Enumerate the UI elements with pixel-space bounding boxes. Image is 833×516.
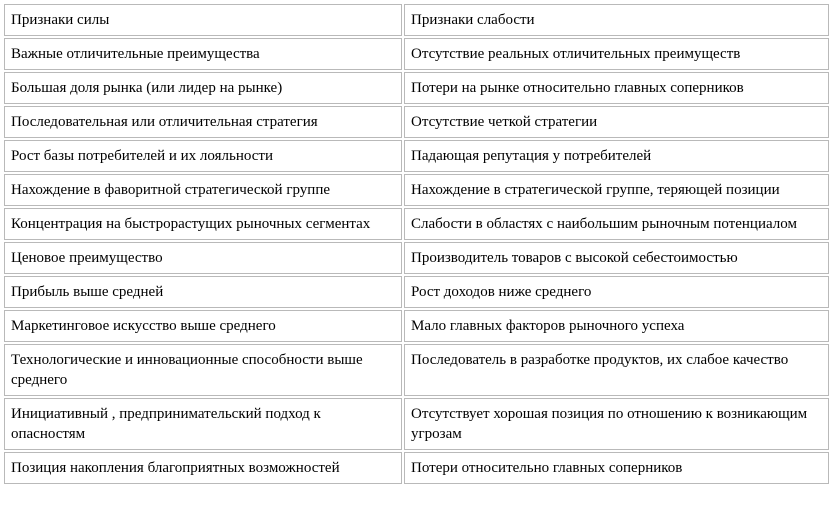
table-row <box>4 72 829 104</box>
strength-cell: Последовательная или отличительная стратегия <box>4 106 402 138</box>
strength-cell: Прибыль выше средней <box>4 276 402 308</box>
weakness-cell: Отсутствие реальных отличительных преимуществ <box>404 38 829 70</box>
weakness-cell: Последователь в разработке продуктов, их слабое качество <box>404 344 829 396</box>
weakness-cell: Слабости в областях с наибольшим рыночным потенциалом <box>404 208 829 240</box>
weakness-cell: Потери на рынке относительно главных соперников <box>404 72 829 104</box>
header-cell-weaknesses: Признаки слабости <box>404 4 829 36</box>
table-row <box>4 38 829 70</box>
table-row <box>4 344 829 396</box>
strength-cell: Большая доля рынка (или лидер на рынке) <box>4 72 402 104</box>
strength-cell: Концентрация на быстрорастущих рыночных сегментах <box>4 208 402 240</box>
weakness-cell: Нахождение в стратегической группе, теряющей позиции <box>404 174 829 206</box>
strengths-weaknesses-table <box>2 2 831 486</box>
strength-cell: Позиция накопления благоприятных возможностей <box>4 452 402 484</box>
weakness-cell: Отсутствие четкой стратегии <box>404 106 829 138</box>
table-row <box>4 140 829 172</box>
header-cell-strengths: Признаки силы <box>4 4 402 36</box>
table-row <box>4 398 829 450</box>
weakness-cell: Потери относительно главных соперников <box>404 452 829 484</box>
strength-cell: Важные отличительные преимущества <box>4 38 402 70</box>
weakness-cell: Производитель товаров с высокой себестоимостью <box>404 242 829 274</box>
weakness-cell: Рост доходов ниже среднего <box>404 276 829 308</box>
table-row <box>4 106 829 138</box>
strength-cell: Технологические и инновационные способности выше среднего <box>4 344 402 396</box>
table-row <box>4 174 829 206</box>
table-row <box>4 452 829 484</box>
table-row <box>4 310 829 342</box>
strength-cell: Нахождение в фаворитной стратегической группе <box>4 174 402 206</box>
strength-cell: Рост базы потребителей и их лояльности <box>4 140 402 172</box>
table-row <box>4 242 829 274</box>
table-row <box>4 276 829 308</box>
weakness-cell: Падающая репутация у потребителей <box>404 140 829 172</box>
weakness-cell: Мало главных факторов рыночного успеха <box>404 310 829 342</box>
strength-cell: Маркетинговое искусство выше среднего <box>4 310 402 342</box>
weakness-cell: Отсутствует хорошая позиция по отношению к возникающим угрозам <box>404 398 829 450</box>
table-header-row <box>4 4 829 36</box>
strength-cell: Инициативный , предпринимательский подход к опасностям <box>4 398 402 450</box>
strength-cell: Ценовое преимущество <box>4 242 402 274</box>
table-row <box>4 208 829 240</box>
